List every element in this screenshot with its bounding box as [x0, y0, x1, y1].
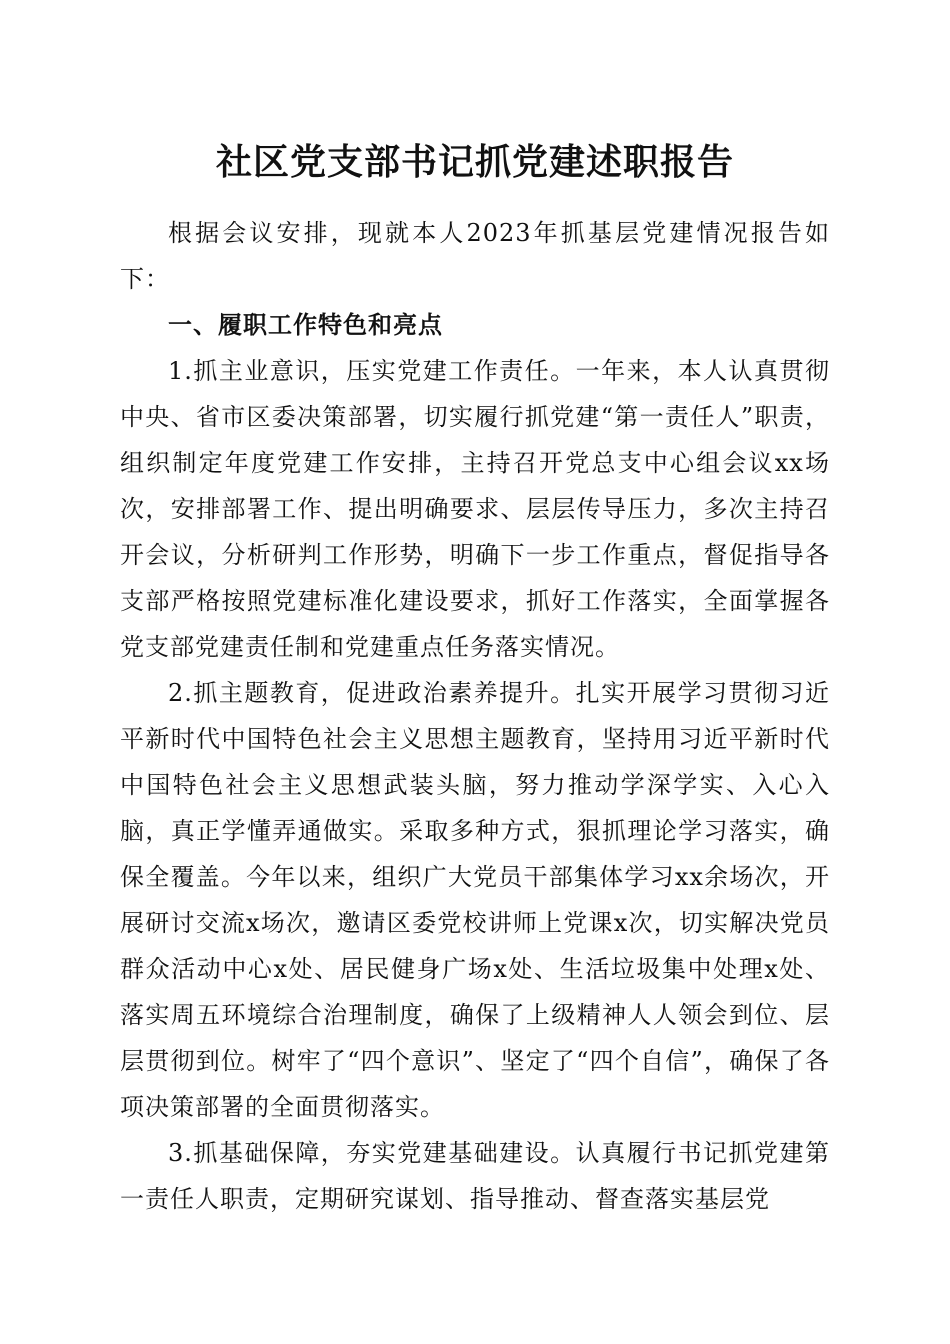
- paragraph-1: 1.抓主业意识，压实党建工作责任。一年来，本人认真贯彻中央、省市区委决策部署，切实履行抓党建“第一责任人”职责，组织制定年度党建工作安排，主持召开党总支中心组会议xx场次，安排部署工作、提出明确要求、层层传导压力，多次主持召开会议，分析研判工作形势，明确下一步工作重点，督促指导各支部严格按照党建标准化建设要求，抓好工作落实，全面掌握各党支部党建责任制和党建重点任务落实情况。: [120, 357, 830, 661]
- section-heading: 一、履职工作特色和亮点: [168, 310, 443, 339]
- intro-paragraph: 根据会议安排，现就本人2023年抓基层党建情况报告如下：: [120, 219, 830, 293]
- document-title: 社区党支部书记抓党建述职报告: [215, 141, 734, 183]
- paragraph-3: 3.抓基础保障，夯实党建基础建设。认真履行书记抓党建第一责任人职责，定期研究谋划、指导推动、督查落实基层党: [120, 1139, 830, 1213]
- paragraph-2: 2.抓主题教育，促进政治素养提升。扎实开展学习贯彻习近平新时代中国特色社会主义思想主题教育，坚持用习近平新时代中国特色社会主义思想武装头脑，努力推动学深学实、入心入脑，真正学懂弄通做实。采取多种方式，狠抓理论学习落实，确保全覆盖。今年以来，组织广大党员干部集体学习xx余场次，开展研讨交流x场次，邀请区委党校讲师上党课x次，切实解决党员群众活动中心x处、居民健身广场x处、生活垃圾集中处理x处、落实周五环境综合治理制度，确保了上级精神人人领会到位、层层贯彻到位。树牢了“四个意识”、坚定了“四个自信”，确保了各项决策部署的全面贯彻落实。: [120, 679, 830, 1121]
- document-body: [120, 210, 830, 1222]
